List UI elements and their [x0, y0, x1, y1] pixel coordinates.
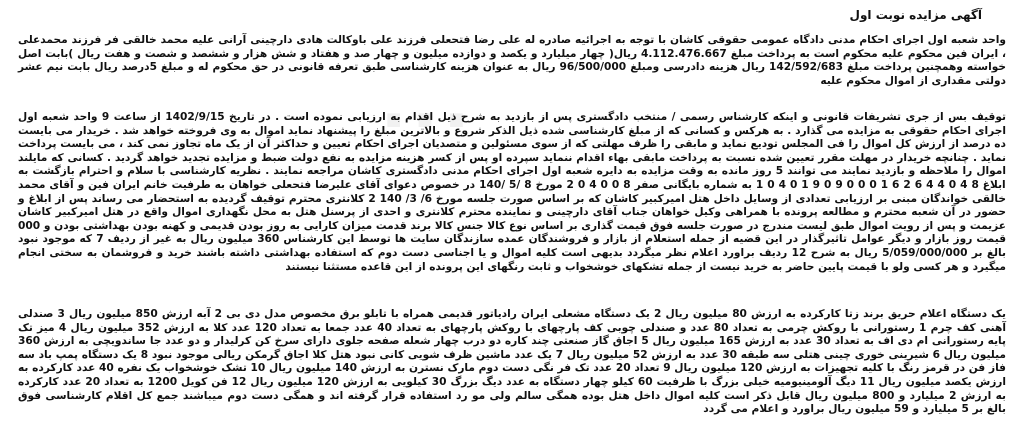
notice-paragraph-intro: واحد شعبه اول اجرای احکام مدنی دادگاه عمومی حقوقی کاشان با توجه به اجرائیه صادره له علی رضا فتحعلی فرزند علی باوکالت هادی دارچینی آرانی علیه محمد خالقی فر فرزند محمدعلی ، ایران فین محکوم علیه محکوم است به پرداخت مبلغ 4.112.476.667 ریال( چهار میلیارد و یکصد و دوازده میلیون و چهار صد و هفتاد و شش هزار و ششصد و شصت و هفت ریال )بابت اصل خواسته وهمچنین پرداخت مبلغ 142/592/683 ریال هزینه دادرسی ومبلغ 96/500/000 ریال به عنوان هزینه کارشناسی طبق تعرفه قانونی در حق محکوم له و مبلغ 5درصد ریال بابت نیم عشر دولتی مقداری از اموال محکوم علیه	[18, 34, 1007, 87]
page-title: آگهی مزایده نوبت اول	[849, 8, 982, 22]
notice-paragraph-auction-terms: توقیف بس از جری تشریفات قانونی و اینکه کارشناس رسمی / منتخب دادگستری پس از بازدید به شرح ذیل اقدام به ارزیابی نموده است . در تاریخ 1402/9/15 از ساعت 9 واحد شعبه اول اجرای احکام حقوقی به مزایده می گذارد . به هرکس و کسانی که از مبلغ کارشناسی شده ذیل الذکر شروع و بالاترین مبلغ را پیشنهاد نماید اموال به وی فروخته خواهد شد . خریدار می بایست ده درصد از ارزش کل اموال را فی المجلس تودیع نماید و مابقی را ظرف مهلتی که از سوی مسئولین و متصدیان اجرای احکام تعیین و حداکثر آن از یک ماه تجاوز نمی کند ، می بایست پرداخت نماید . چنانچه خریدار در مهلت مقرر تعیین شده نسبت به پرداخت مابقی بهاء اقدام ننماید سپرده او پس از کسر هزینه مزایده به نفع دولت ضبط و مزایده تجدید خواهد گردید . کسانی که مایلند اموال را ملاحظه و بازدید نمایند می توانند 5 روز مانده به وقت مزایده به دایره شعبه اول اجرای احکام مدنی دادگستری کاشان مراجعه نمایند . نظریه کارشناسی با سلام و احترام بازگشت به ابلاغ 8 4 0 4 4 6 2 6 1 0 0 0 9 0 9 1 0 4 0 1 به شماره بایگانی صفر 8 0 0 4 0 2 مورخ 8 /5 /140 در خصوص دعوای آقای علیرضا فتحعلی خواهان به طرفیت خانم ایران فین و آقای محمد خالقی خواندگان مبنی بر ارزیابی تعدادی از وسایل داخل هتل امیرکبیر کاشان که بر اساس صورت جلسه مورخ 6/ 3/ 140 2 کلانتری محترم توقیف گردیده به استحضار می رساند پس از ابلاغ و حضور در آن شعبه محترم و مطالعه پرونده با همراهی وکیل خواهان جناب آقای دارچینی و نماینده محترم کلانتری و احدی از پرسنل هتل به محل نگهداری اموال واقع در هتل امیرکبیر کاشان عزیمت و پس از رویت اموال طبق لیست مندرج در صورت جلسه فوق قیمت گذاری بر اساس نوع کالا جنس کالا برند قدمت میزان کارایی به روز بودن قدیمی و کهنه بودن بهداشتی بودن و 000 قیمت روز بازار و دیگر عوامل تاثیرگذار در این قضیه از جمله استعلام از بازار و فروشندگان عمده سازندگان سایت ها توسط این کارشناس 360 میلیون ریال به غیر از ردیف 7 که موجود نبود بالغ بر 5/059/000/000 ریال به شرح 12 ردیف براورد اعلام نظر میگردد بدیهی است کلیه اموال و یا اجناسی دست دوم که استفاده بهداشتی داشته باشند خرید و فروشمان به سختی انجام میگیرد و هر کسی ولو با قیمت پایین حاضر به خرید نیست از جمله تشکهای خوشخواب و ثابت رنگهای این پرونده از این قاعده مستثنا نیستند	[18, 111, 1007, 273]
watermark: ...	[380, 60, 475, 144]
notice-paragraph-items-list: یک دستگاه اعلام حریق برند زتا کارکرده به ارزش 80 میلیون ریال 2 یک دستگاه مشعلی ایران رادیاتور قدیمی همراه با تابلو برق مخصوص مدل دی بی 2 آبه ارزش 850 میلیون ریال 3 صندلی آهنی کف چرم 1 رستورانی با روکش چرمی به تعداد 80 عدد و صندلی چوبی کف پارچهای با روکش پارچهای به تعداد 40 عدد جمعا به تعداد 120 عدد کلا به ارزش 352 میلیون ریال 4 میز تک پایه رستورانی ام دی اف به تعداد 30 عدد به ارزش 165 میلیون ریال 5 اجاق گاز صنعتی چند کاره دو درب چهار شعله صفحه جلوی دارای سرخ کن کرلیدار و دو عدد جا ساندویچی به ارزش 360 میلیون ریال 6 شیرینی خوری چینی هتلی سه طبقه 30 عدد به ارزش 52 میلیون ریال 7 یک عدد ماشین ظرف شویی کانی نبود هتل کلا اجاق گرمکن ریالی موجود نبود 8 یک دستگاه پمپ باد سه فاز فن در قرمز رنگ با کلیه تجهیزات به ارزش 120 میلیون ریال 9 تعداد 20 عدد تک فر نگی دست دوم مارک نسترن به ارزش 140 میلیون ریال 10 تشک خوشخواب یک نفره 40 عدد کارکرده به ارزش یکصد میلیون ریال 11 دیگ آلومینیومیه خیلی بزرگ با ظرفیت 60 کیلو چهار دستگاه به عدد دیگ بزرگ 30 کیلویی به ارزش 120 میلیون ریال 12 فن کویل 1200 به تعداد 20 عدد کارکرده به ارزش 2 میلیارد و 800 میلیون ریال قابل ذکر است کلیه اموال داخل هتل بوده همگی سالم ولی مو رد استفاده قرار گرفته اند و همگی دست دوم میباشند جمع کل اقلام کارشناسی فوق بالغ بر 5 میلیارد و 59 میلیون ریال براورد و اعلام می گردد	[18, 308, 1007, 416]
